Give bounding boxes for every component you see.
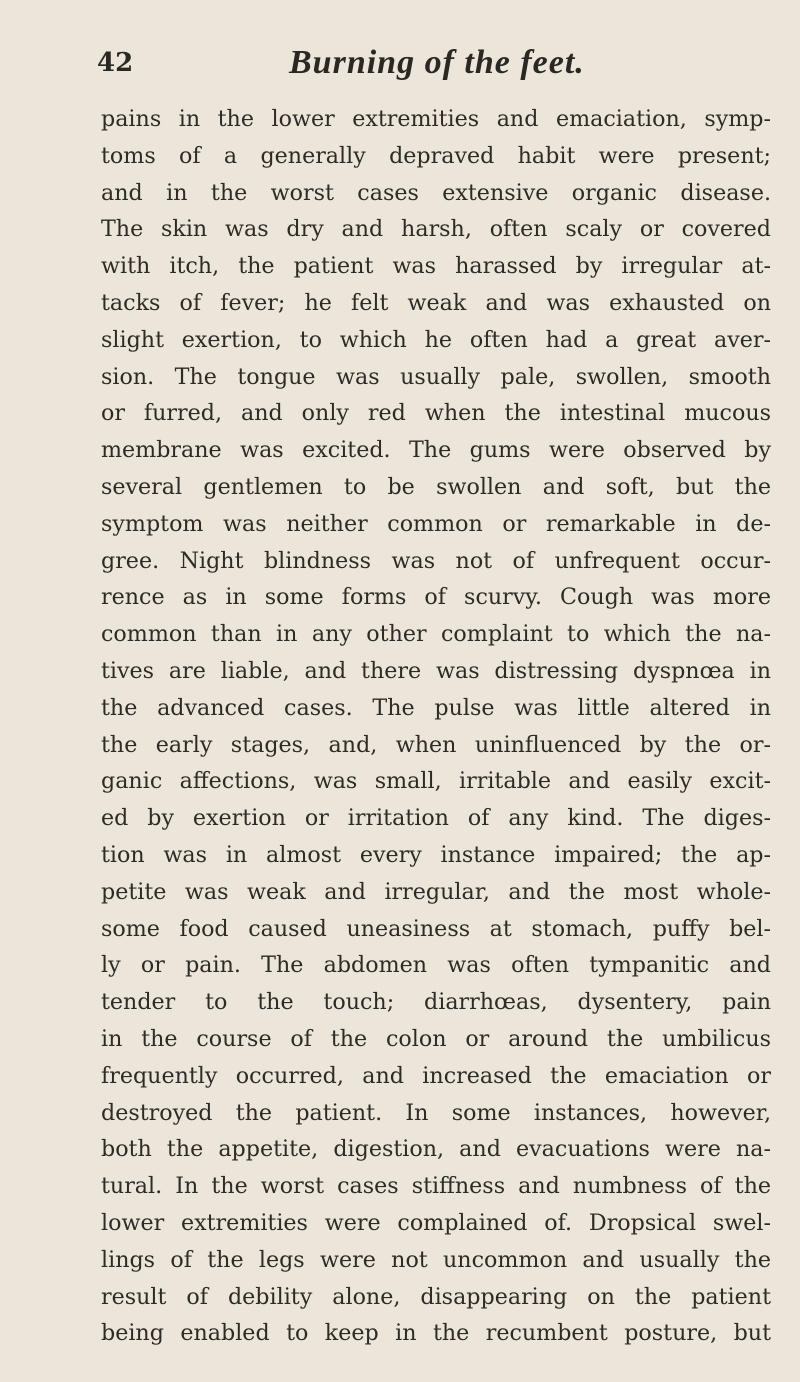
text-line: lower extremities were complained of. Dropsical swel-	[101, 1209, 771, 1236]
text-line: toms of a generally depraved habit were present;	[101, 142, 771, 169]
text-line: tion was in almost every instance impaired; the ap-	[101, 841, 771, 868]
text-line: the early stages, and, when uninfluenced by the or-	[101, 731, 771, 758]
running-title: Burning of the feet.	[289, 44, 585, 81]
text-line: several gentlemen to be swollen and soft, but the	[101, 473, 771, 500]
text-line: symptom was neither common or remarkable in de-	[101, 510, 771, 537]
text-line: both the appetite, digestion, and evacuations were na-	[101, 1136, 771, 1163]
text-line: and in the worst cases extensive organic disease.	[101, 179, 771, 206]
text-line: common than in any other complaint to which the na-	[101, 621, 771, 648]
text-line: petite was weak and irregular, and the most whole-	[101, 878, 771, 905]
text-line: tives are liable, and there was distressing dyspnœa in	[101, 657, 771, 684]
running-head	[0, 38, 800, 88]
text-line: destroyed the patient. In some instances, however,	[101, 1099, 771, 1126]
page-number: 42	[97, 48, 134, 78]
text-line: being enabled to keep in the recumbent posture, but	[101, 1320, 771, 1347]
text-line: tender to the touch; diarrhœas, dysentery, pain	[101, 989, 771, 1016]
text-line: result of debility alone, disappearing on the patient	[101, 1283, 771, 1310]
text-line: in the course of the colon or around the umbilicus	[101, 1025, 771, 1052]
text-line: lings of the legs were not uncommon and usually the	[101, 1246, 771, 1273]
text-line: tural. In the worst cases stiffness and numbness of the	[101, 1173, 771, 1200]
text-line: or furred, and only red when the intestinal mucous	[101, 400, 771, 427]
text-line: The skin was dry and harsh, often scaly or covered	[101, 216, 771, 243]
text-line: tacks of fever; he felt weak and was exhausted on	[101, 289, 771, 316]
text-line: ganic affections, was small, irritable and easily excit-	[101, 768, 771, 795]
text-line: ly or pain. The abdomen was often tympanitic and	[101, 952, 771, 979]
text-line: gree. Night blindness was not of unfrequent occur-	[101, 547, 771, 574]
text-line: frequently occurred, and increased the emaciation or	[101, 1062, 771, 1089]
text-line: membrane was excited. The gums were observed by	[101, 437, 771, 464]
text-line: the advanced cases. The pulse was little altered in	[101, 694, 771, 721]
body-text	[101, 101, 771, 1352]
text-line: sion. The tongue was usually pale, swollen, smooth	[101, 363, 771, 390]
text-line: with itch, the patient was harassed by irregular at-	[101, 253, 771, 280]
text-line: rence as in some forms of scurvy. Cough was more	[101, 584, 771, 611]
text-line: some food caused uneasiness at stomach, puffy bel-	[101, 915, 771, 942]
text-line: pains in the lower extremities and emaciation, symp-	[101, 106, 771, 132]
text-line: ed by exertion or irritation of any kind. The diges-	[101, 805, 771, 832]
text-line: slight exertion, to which he often had a great aver-	[101, 326, 771, 353]
